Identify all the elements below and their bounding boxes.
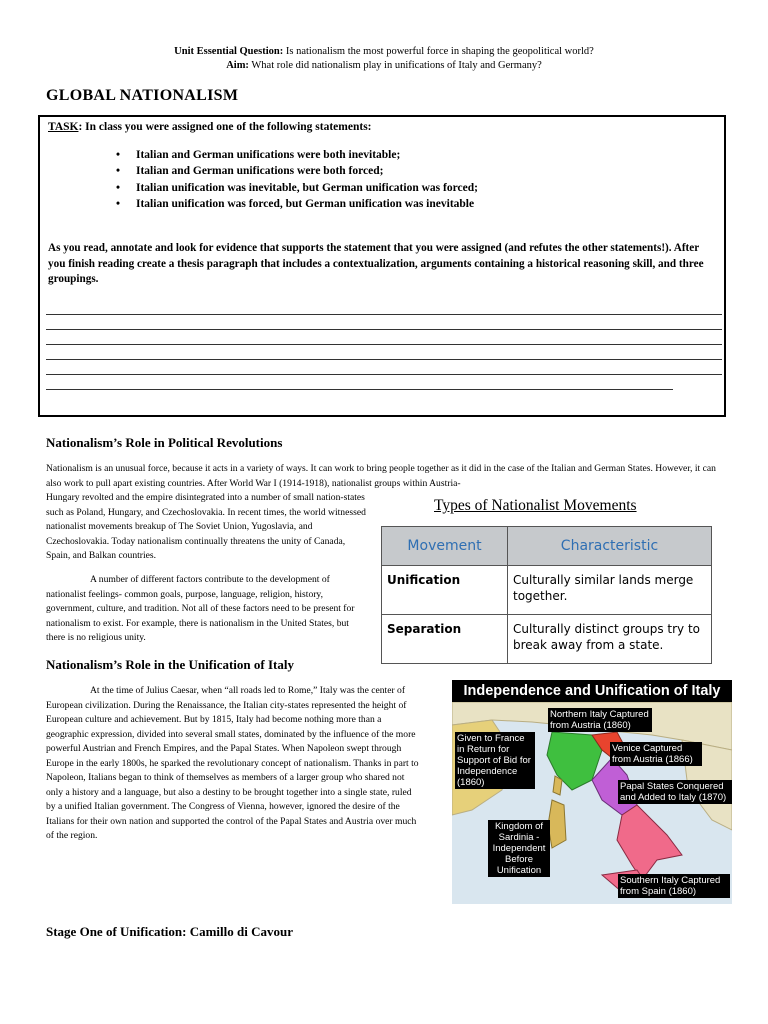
map-label-france: Given to France in Return for Support of Bid for Independence (1860) xyxy=(455,732,535,789)
task-heading xyxy=(48,121,372,133)
task-label: TASK xyxy=(48,121,79,133)
map-label-sardinia: Kingdom of Sardinia - Independent Before Unification xyxy=(488,820,550,877)
aim xyxy=(0,59,768,72)
types-table-title: Types of Nationalist Movements xyxy=(434,497,637,514)
table-header-row xyxy=(382,527,712,566)
table-cell: Culturally similar lands merge together. xyxy=(508,566,712,615)
section-heading-stage-one: Stage One of Unification: Camillo di Cavour xyxy=(46,924,293,939)
types-table xyxy=(381,526,712,664)
political-paragraph-2: A number of different factors contribute to the development of nationalist feelings- common goals, purpose, language, religion, history, government, culture, and tradition. Not all of these factors need to be present for nationalism to exist. For example, there is nationalism in the United States, but there is no religious unity. xyxy=(46,574,355,643)
aim-label: Aim: xyxy=(226,60,249,71)
task-intro: : In class you were assigned one of the following statements: xyxy=(78,121,372,133)
map-title: Independence and Unification of Italy xyxy=(452,680,732,702)
answer-line[interactable] xyxy=(46,314,722,315)
table-cell: Culturally distinct groups try to break away from a state. xyxy=(508,615,712,664)
answer-line[interactable] xyxy=(46,344,722,345)
table-row xyxy=(382,615,712,664)
statement-list xyxy=(116,147,478,212)
page-title: GLOBAL NATIONALISM xyxy=(46,87,239,104)
political-paragraph-1: Nationalism is an unusual force, because it acts in a variety of ways. It can work to bring people together as it did in the case of the Italian and German States. However, it can also work to pull apart existing countries. After World War I (1914-1918), nationalist groups within Austria- xyxy=(46,463,716,489)
map-label-venice: Venice Captured from Austria (1866) xyxy=(610,742,702,766)
list-item: • Italian unification was inevitable, but German unification was forced; xyxy=(116,180,478,196)
table-header: Characteristic xyxy=(508,527,712,566)
table-row xyxy=(382,566,712,615)
answer-line[interactable] xyxy=(46,374,722,375)
political-paragraph-1-cont: Hungary revolted and the empire disintegrated into a number of small nation-states such as Poland, Hungary, and Czechoslovakia. In recent times, the world witnessed nationalist movements breakup of The Soviet Union, Yugoslavia, and Czechoslovakia. Today nationalism continually threatens the unity of Canada, Spain, and Balkan countries. xyxy=(46,492,366,561)
list-item: • Italian and German unifications were both forced; xyxy=(116,163,478,179)
corsica xyxy=(553,776,562,795)
aim-text: What role did nationalism play in unifications of Italy and Germany? xyxy=(248,60,542,71)
answer-line[interactable] xyxy=(46,389,673,390)
map-label-south: Southern Italy Captured from Spain (1860) xyxy=(618,874,730,898)
table-header: Movement xyxy=(382,527,508,566)
map-label-north: Northern Italy Captured from Austria (1860) xyxy=(548,708,652,732)
list-item: • Italian unification was forced, but German unification was inevitable xyxy=(116,196,478,212)
italy-unification-map xyxy=(452,680,732,904)
ueq-text: Is nationalism the most powerful force in shaping the geopolitical world? xyxy=(283,46,594,57)
italy-paragraph: At the time of Julius Caesar, when “all roads led to Rome,” Italy was the center of European civilization. During the Renaissance, the Italian city-states represented the height of European culture and achievement. But by 1815, Italy had become nothing more than a geographic expression, divided into several small states, dominated by the influence of the more powerful Austrian and French Empires, and the Papal States. When Napoleon swept through Europe in the early 1800s, he sparked the revolutionary concept of nationalism. Thanks in part to Napoleon, Italians began to think of themselves as members of a larger group who shared not only a history and a language, but also a destiny to be brought together into a single state, ruled by a unified Italian government. The Congress of Vienna, however, ignored the desire of the Italians for their own nation and supported the control of the Papal States and Austria over much of the region. xyxy=(46,685,419,841)
answer-line[interactable] xyxy=(46,329,722,330)
answer-line[interactable] xyxy=(46,359,722,360)
section-heading-italy: Nationalism’s Role in the Unification of Italy xyxy=(46,657,294,672)
task-box xyxy=(38,115,726,417)
section-heading-political: Nationalism’s Role in Political Revolutions xyxy=(46,435,283,450)
map-label-papal: Papal States Conquered and Added to Italy (1870) xyxy=(618,780,732,804)
table-cell: Separation xyxy=(382,615,508,664)
table-cell: Unification xyxy=(382,566,508,615)
list-item: • Italian and German unifications were both inevitable; xyxy=(116,147,478,163)
ueq-label: Unit Essential Question: xyxy=(174,46,284,57)
sardinia xyxy=(548,800,566,848)
task-instructions: As you read, annotate and look for evidence that supports the statement that you were assigned (and refutes the other statements!). After you finish reading create a thesis paragraph that includes a contextualization, arguments containing a historical reasoning skill, and three groupings. xyxy=(48,242,704,285)
unit-essential-question xyxy=(0,45,768,58)
